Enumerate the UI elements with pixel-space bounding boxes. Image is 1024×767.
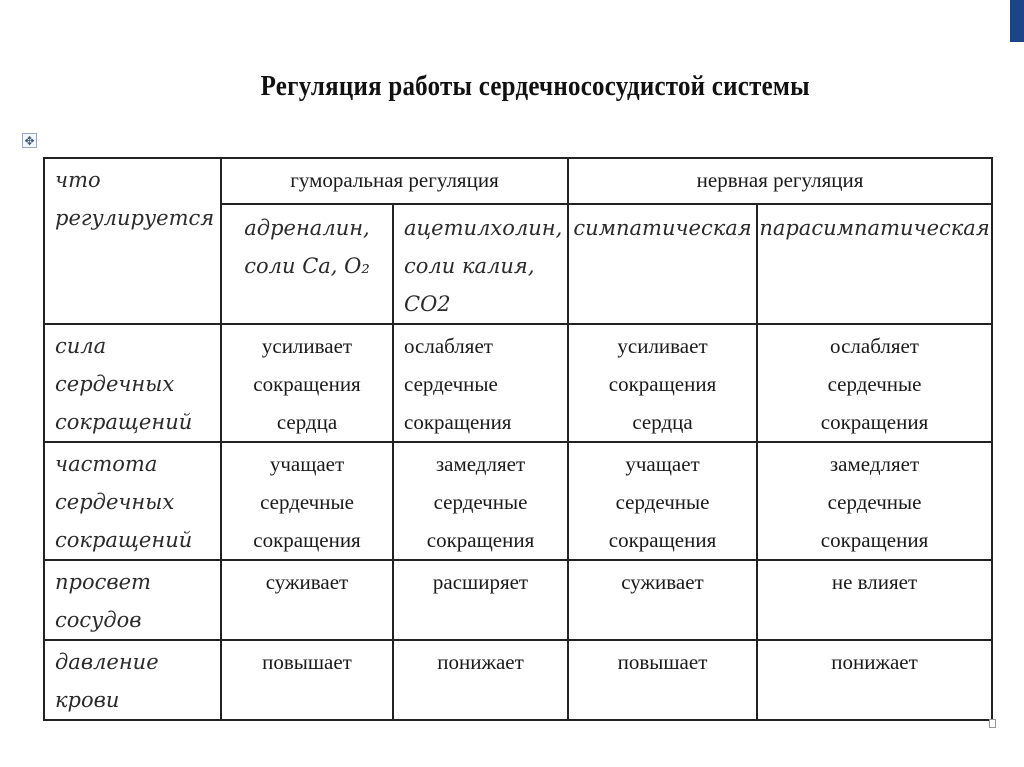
cell-acetylcholine bbox=[393, 324, 568, 442]
row-label-line: сокращений bbox=[55, 410, 193, 434]
row-label bbox=[44, 324, 221, 442]
row-label-line: крови bbox=[55, 688, 120, 712]
row-label-line: сердечных bbox=[55, 490, 175, 514]
table-row bbox=[44, 560, 992, 640]
table-move-handle-icon[interactable]: ✥ bbox=[22, 133, 37, 148]
row-label bbox=[44, 560, 221, 640]
subheader-line: соли Са, О₂ bbox=[244, 254, 370, 278]
cell-parasympathetic bbox=[757, 442, 992, 560]
cell-sympathetic: повышает bbox=[568, 640, 757, 720]
corner-header-line: что bbox=[55, 168, 101, 192]
cell-line: замедляет bbox=[435, 452, 526, 476]
row-label-line: сокращений bbox=[55, 528, 193, 552]
table-resize-handle[interactable] bbox=[989, 719, 996, 728]
row-label-line: просвет bbox=[55, 570, 151, 594]
cell-line: сердечные bbox=[260, 490, 354, 514]
cell-adrenaline: суживает bbox=[221, 560, 393, 640]
row-label-line: сердечных bbox=[55, 372, 175, 396]
row-label bbox=[44, 442, 221, 560]
cell-line: сокращения bbox=[404, 410, 512, 434]
table-row bbox=[44, 324, 992, 442]
page-title: Регуляция работы сердечнососудистой системы bbox=[260, 70, 810, 102]
corner-header-line: регулируется bbox=[55, 206, 215, 230]
cell-line: ослабляет bbox=[830, 334, 919, 358]
cell-line: ослабляет bbox=[404, 334, 493, 358]
cell-line: сердечные bbox=[615, 490, 710, 514]
subheader-sympathetic: симпатическая bbox=[568, 204, 757, 324]
subheader-line: соли калия, bbox=[404, 254, 535, 278]
cell-line: сокращения bbox=[608, 528, 717, 552]
cell-line: учащает bbox=[269, 452, 345, 476]
row-label-line: сосудов bbox=[55, 608, 142, 632]
cell-acetylcholine: расширяет bbox=[393, 560, 568, 640]
cell-line: сердечные bbox=[827, 490, 922, 514]
cell-line: сокращения bbox=[253, 528, 361, 552]
cell-line: усиливает bbox=[617, 334, 708, 358]
cell-parasympathetic bbox=[757, 324, 992, 442]
row-label-line: давление bbox=[55, 650, 159, 674]
table-row bbox=[44, 442, 992, 560]
cell-sympathetic bbox=[568, 442, 757, 560]
cell-parasympathetic: не влияет bbox=[757, 560, 992, 640]
header-humoral: гуморальная регуляция bbox=[221, 158, 568, 204]
cell-line: сокращения bbox=[820, 528, 929, 552]
cell-line: усиливает bbox=[261, 334, 353, 358]
row-label-line: частота bbox=[55, 452, 158, 476]
cell-line: сокращения bbox=[820, 410, 929, 434]
corner-header bbox=[44, 158, 221, 324]
subheader-parasympathetic: парасимпатическая bbox=[757, 204, 992, 324]
row-label-line: сила bbox=[55, 334, 107, 358]
subheader-line: адреналин, bbox=[244, 216, 370, 240]
cell-parasympathetic: понижает bbox=[757, 640, 992, 720]
cell-acetylcholine: понижает bbox=[393, 640, 568, 720]
cell-adrenaline bbox=[221, 442, 393, 560]
cell-line: сердечные bbox=[827, 372, 922, 396]
cell-acetylcholine bbox=[393, 442, 568, 560]
accent-bar bbox=[1010, 0, 1024, 42]
cell-line: сердечные bbox=[404, 372, 498, 396]
subheader-line: ацетилхолин, bbox=[404, 216, 563, 240]
cell-line: сокращения bbox=[253, 372, 361, 396]
cell-line: учащает bbox=[625, 452, 700, 476]
cell-adrenaline bbox=[221, 324, 393, 442]
cell-line: сокращения bbox=[608, 372, 717, 396]
cell-line: сокращения bbox=[426, 528, 535, 552]
cell-sympathetic bbox=[568, 324, 757, 442]
subheader-line: СО2 bbox=[404, 292, 451, 316]
subheader-acetylcholine bbox=[393, 204, 568, 324]
cell-adrenaline: повышает bbox=[221, 640, 393, 720]
regulation-table bbox=[43, 157, 993, 721]
cell-line: сердечные bbox=[433, 490, 528, 514]
header-nervous: нервная регуляция bbox=[568, 158, 992, 204]
cell-line: сердца bbox=[276, 410, 338, 434]
cell-line: замедляет bbox=[829, 452, 920, 476]
row-label bbox=[44, 640, 221, 720]
subheader-adrenaline bbox=[221, 204, 393, 324]
cell-line: сердца bbox=[632, 410, 693, 434]
cell-sympathetic: суживает bbox=[568, 560, 757, 640]
table-row bbox=[44, 640, 992, 720]
